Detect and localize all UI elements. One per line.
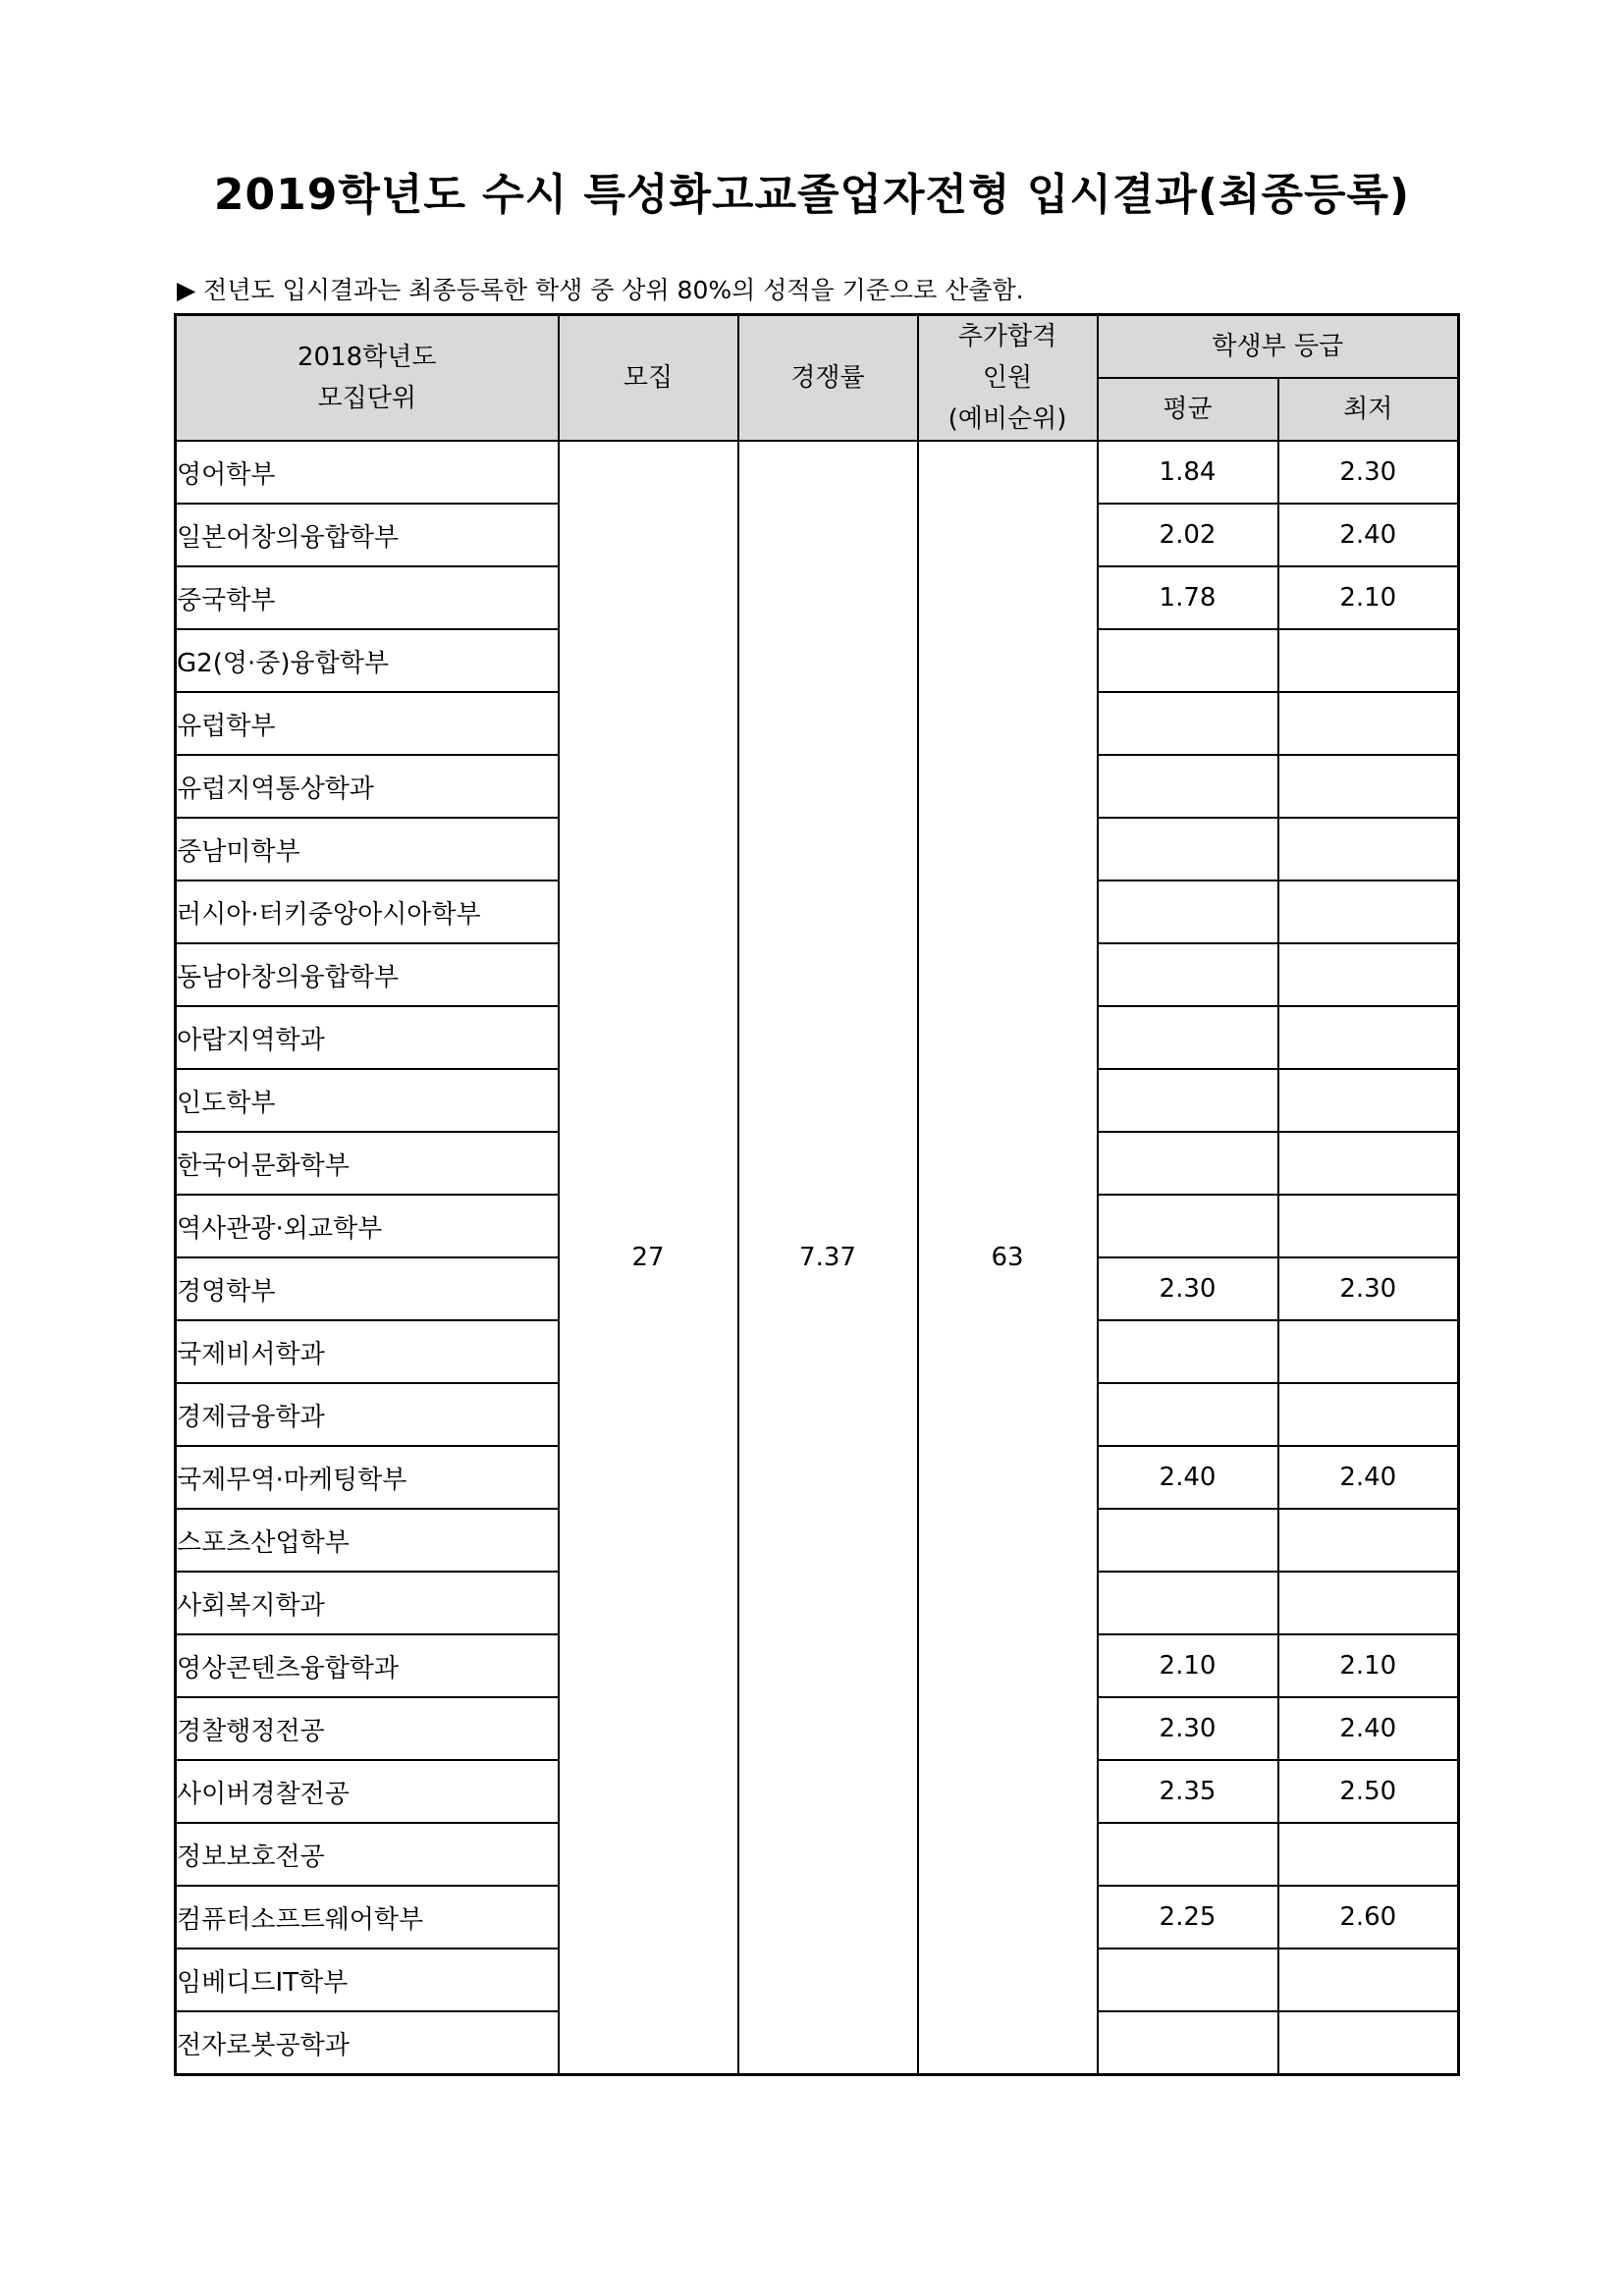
min-grade-cell: 2.40 <box>1278 1446 1459 1509</box>
avg-grade-cell <box>1098 1132 1278 1195</box>
min-grade-cell <box>1278 943 1459 1006</box>
avg-grade-cell <box>1098 1320 1278 1383</box>
header-grade: 학생부 등급 <box>1098 315 1459 379</box>
min-grade-cell <box>1278 1320 1459 1383</box>
unit-name-cell: 중국학부 <box>176 566 559 629</box>
unit-name-cell: 사이버경찰전공 <box>176 1760 559 1823</box>
avg-grade-cell <box>1098 1006 1278 1069</box>
competition-cell: 7.37 <box>738 441 918 2075</box>
header-extra <box>918 315 1098 442</box>
min-grade-cell <box>1278 1572 1459 1634</box>
unit-name-cell: 경영학부 <box>176 1257 559 1320</box>
unit-name-cell: G2(영·중)융합학부 <box>176 629 559 692</box>
avg-grade-cell <box>1098 1823 1278 1886</box>
avg-grade-cell <box>1098 818 1278 881</box>
extra-cell: 63 <box>918 441 1098 2075</box>
avg-grade-cell <box>1098 755 1278 818</box>
avg-grade-cell <box>1098 629 1278 692</box>
min-grade-cell: 2.10 <box>1278 566 1459 629</box>
unit-name-cell: 영어학부 <box>176 441 559 504</box>
table-row <box>176 441 1459 504</box>
min-grade-cell: 2.40 <box>1278 504 1459 566</box>
min-grade-cell <box>1278 1006 1459 1069</box>
avg-grade-cell: 2.30 <box>1098 1697 1278 1760</box>
min-grade-cell <box>1278 629 1459 692</box>
min-grade-cell <box>1278 692 1459 755</box>
min-grade-cell: 2.60 <box>1278 1886 1459 1949</box>
unit-name-cell: 임베디드IT학부 <box>176 1949 559 2011</box>
min-grade-cell <box>1278 1383 1459 1446</box>
header-extra-line1: 추가합격 <box>957 322 1057 351</box>
results-body <box>176 441 1459 2075</box>
unit-name-cell: 전자로봇공학과 <box>176 2011 559 2075</box>
avg-grade-cell <box>1098 1572 1278 1634</box>
avg-grade-cell: 1.78 <box>1098 566 1278 629</box>
unit-name-cell: 스포츠산업학부 <box>176 1509 559 1572</box>
header-unit-line1: 2018학년도 <box>297 343 437 372</box>
avg-grade-cell <box>1098 1509 1278 1572</box>
header-avg: 평균 <box>1098 378 1278 441</box>
unit-name-cell: 컴퓨터소프트웨어학부 <box>176 1886 559 1949</box>
header-unit <box>176 315 559 442</box>
min-grade-cell <box>1278 881 1459 943</box>
header-recruit: 모집 <box>559 315 738 442</box>
unit-name-cell: 영상콘텐츠융합학과 <box>176 1634 559 1697</box>
min-grade-cell <box>1278 755 1459 818</box>
avg-grade-cell: 2.35 <box>1098 1760 1278 1823</box>
unit-name-cell: 경찰행정전공 <box>176 1697 559 1760</box>
unit-name-cell: 인도학부 <box>176 1069 559 1132</box>
avg-grade-cell: 2.10 <box>1098 1634 1278 1697</box>
header-competition: 경쟁률 <box>738 315 918 442</box>
unit-name-cell: 경제금융학과 <box>176 1383 559 1446</box>
unit-name-cell: 동남아창의융합학부 <box>176 943 559 1006</box>
min-grade-cell: 2.40 <box>1278 1697 1459 1760</box>
min-grade-cell <box>1278 1949 1459 2011</box>
min-grade-cell: 2.30 <box>1278 1257 1459 1320</box>
min-grade-cell: 2.30 <box>1278 441 1459 504</box>
header-extra-line2: 인원 <box>982 363 1033 393</box>
min-grade-cell <box>1278 818 1459 881</box>
header-min: 최저 <box>1278 378 1459 441</box>
avg-grade-cell <box>1098 692 1278 755</box>
unit-name-cell: 중남미학부 <box>176 818 559 881</box>
min-grade-cell: 2.50 <box>1278 1760 1459 1823</box>
recruit-cell: 27 <box>559 441 738 2075</box>
min-grade-cell <box>1278 2011 1459 2075</box>
avg-grade-cell: 1.84 <box>1098 441 1278 504</box>
unit-name-cell: 한국어문화학부 <box>176 1132 559 1195</box>
min-grade-cell <box>1278 1509 1459 1572</box>
min-grade-cell <box>1278 1823 1459 1886</box>
header-unit-line2: 모집단위 <box>317 384 416 413</box>
min-grade-cell <box>1278 1069 1459 1132</box>
avg-grade-cell <box>1098 943 1278 1006</box>
min-grade-cell <box>1278 1195 1459 1257</box>
unit-name-cell: 아랍지역학과 <box>176 1006 559 1069</box>
unit-name-cell: 사회복지학과 <box>176 1572 559 1634</box>
avg-grade-cell <box>1098 1069 1278 1132</box>
avg-grade-cell: 2.40 <box>1098 1446 1278 1509</box>
avg-grade-cell: 2.25 <box>1098 1886 1278 1949</box>
avg-grade-cell: 2.30 <box>1098 1257 1278 1320</box>
note-text: ▶ 전년도 입시결과는 최종등록한 학생 중 상위 80%의 성적을 기준으로 산출함. <box>177 276 1024 304</box>
unit-name-cell: 국제무역·마케팅학부 <box>176 1446 559 1509</box>
avg-grade-cell: 2.02 <box>1098 504 1278 566</box>
unit-name-cell: 일본어창의융합학부 <box>176 504 559 566</box>
avg-grade-cell <box>1098 2011 1278 2075</box>
header-extra-line3: (예비순위) <box>947 404 1067 434</box>
avg-grade-cell <box>1098 881 1278 943</box>
min-grade-cell <box>1278 1132 1459 1195</box>
unit-name-cell: 국제비서학과 <box>176 1320 559 1383</box>
min-grade-cell: 2.10 <box>1278 1634 1459 1697</box>
unit-name-cell: 정보보호전공 <box>176 1823 559 1886</box>
unit-name-cell: 역사관광·외교학부 <box>176 1195 559 1257</box>
avg-grade-cell <box>1098 1383 1278 1446</box>
unit-name-cell: 러시아·터키중앙아시아학부 <box>176 881 559 943</box>
avg-grade-cell <box>1098 1949 1278 2011</box>
avg-grade-cell <box>1098 1195 1278 1257</box>
results-table <box>174 313 1460 2076</box>
unit-name-cell: 유럽지역통상학과 <box>176 755 559 818</box>
unit-name-cell: 유럽학부 <box>176 692 559 755</box>
page-title: 2019학년도 수시 특성화고교졸업자전형 입시결과(최종등록) <box>213 170 1411 220</box>
